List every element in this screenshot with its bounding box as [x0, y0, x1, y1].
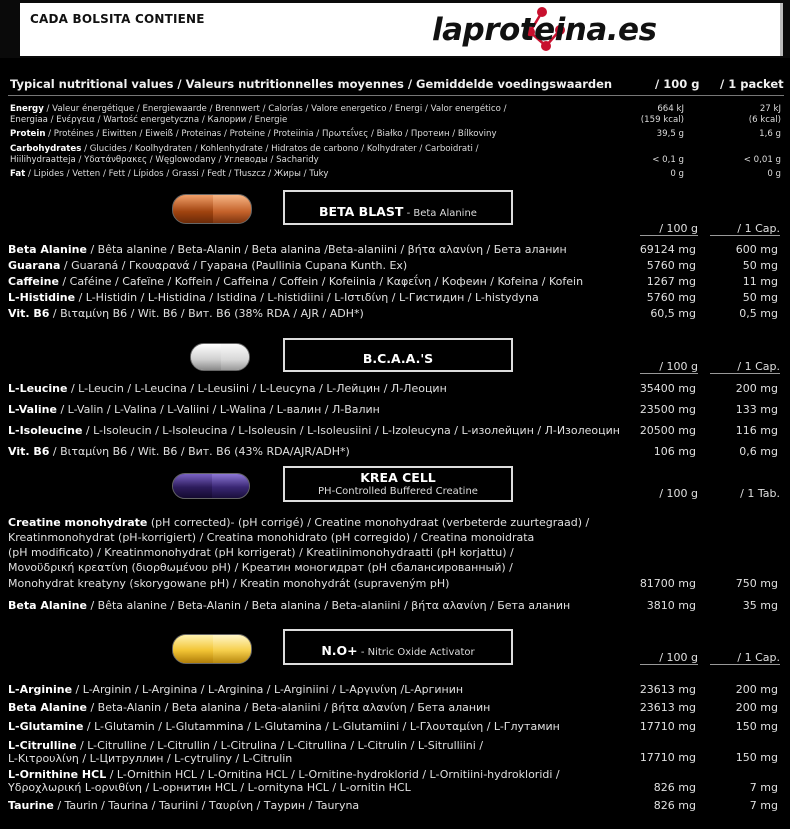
taurine-row — [8, 799, 359, 812]
white-capsule-image — [190, 343, 250, 371]
row-text: (pH corrected)- (pH corrigé) / Creatine monohydraat (verbeterde zuurtegraad) / — [147, 516, 590, 529]
fat-value-packet: 0 g — [767, 169, 781, 179]
krea-beta-alanine-value-tab: 35 mg — [742, 599, 778, 612]
bcaas-col-100g: / 100 g — [640, 360, 698, 374]
row-name: L-Valine — [8, 403, 57, 416]
beta-blast-title: BETA BLAST — [319, 204, 404, 219]
citrulline-row-line2: L-Κιτρουλίνη / L-Цитруллин / L-cytruliny / L-Citrulin — [8, 752, 293, 765]
row-text: / Caféine / Cafeïne / Koffein / Caffeina / Coffein / Kofeiinia / Καφεΐνη / Кофеин / Kofeina / Kofein — [58, 275, 584, 288]
row-name: L-Leucine — [8, 382, 68, 395]
creatine-row-line4: Μονοϋδρική κρεατίνη (διορθωμένου pH) / Креатин моногидрат (pH сбалансированный) / — [8, 561, 513, 574]
isoleucine-value-100g: 20500 mg — [639, 424, 696, 437]
glutamine-value-cap: 150 mg — [735, 720, 778, 733]
energy-row-line2: Energiaa / Ενέργεια / Wartość energetyczna / Калории / Energie — [10, 115, 288, 125]
row-name: Protein — [10, 129, 46, 139]
ornithine-row — [8, 768, 560, 781]
citrulline-value-cap: 150 mg — [735, 751, 778, 764]
histidine-row — [8, 291, 539, 304]
row-name: Fat — [10, 169, 26, 179]
bcaas-title: B.C.A.A.'S — [362, 351, 434, 366]
caffeine-value-100g: 1267 mg — [646, 275, 696, 288]
row-text: / Guaraná / Γκουαρανά / Гуарана (Paullinia Cupana Kunth. Ex) — [60, 259, 408, 272]
row-name: L-Arginine — [8, 683, 73, 696]
krea-cell-title: KREA CELL — [360, 470, 436, 485]
no-plus-title: N.O+ — [321, 643, 358, 658]
row-text: / Protéines / Eiwitten / Eiweiß / Proteinas / Proteine / Proteiinia / Πρωτεΐνες / Białko / Протеин / Bílkoviny — [45, 129, 497, 139]
glutamine-value-100g: 17710 mg — [639, 720, 696, 733]
nutrition-col-packet: / 1 packet — [720, 77, 784, 91]
row-text: / Glucides / Koolhydraten / Kohlenhydrate / Hidratos de carbono / Kolhydrater / Carboidrati / — [81, 144, 479, 154]
energy-kcal-100g: (159 kcal) — [640, 115, 684, 125]
krea-cell-col-100g: / 100 g — [659, 487, 698, 500]
bcaa-vit-b6-row — [8, 445, 350, 458]
citrulline-row — [8, 739, 483, 752]
taurine-value-cap: 7 mg — [749, 799, 778, 812]
bcaa-vit-b6-value-cap: 0,6 mg — [739, 445, 778, 458]
vit-b6-value-100g: 60,5 mg — [650, 307, 696, 320]
row-text: / L-Ornithin HCL / L-Ornitina HCL / L-Ornitine-hydroklorid / L-Ornitiini-hydrokloridi / — [106, 768, 560, 781]
row-name: Energy — [10, 104, 44, 114]
brand-logo — [432, 6, 718, 54]
protein-row — [10, 129, 497, 140]
energy-row — [10, 104, 507, 115]
bcaas-col-cap: / 1 Cap. — [710, 360, 780, 374]
nutrition-header: Typical nutritional values / Valeurs nutritionnelles moyennes / Gemiddelde voedingswaarden — [10, 77, 613, 91]
row-text: / Taurin / Taurina / Tauriini / Ταυρίνη / Таурин / Tauryna — [53, 799, 360, 812]
no-beta-alanine-value-cap: 200 mg — [735, 701, 778, 714]
banner-title: CADA BOLSITA CONTIENE — [30, 12, 205, 26]
valine-value-100g: 23500 mg — [639, 403, 696, 416]
row-text: / Beta-Alanin / Beta alanina / Beta-alaniini / βήτα αλανίνη / Бета аланин — [86, 701, 491, 714]
creatine-row-line2: Kreatinmonohydrat (pH-korrigiert) / Creatina monohidrato (pH corregido) / Creatina monoidrata — [8, 531, 535, 544]
isoleucine-row — [8, 424, 620, 437]
ornithine-value-cap: 7 mg — [749, 781, 778, 794]
krea-cell-subtitle: PH-Controlled Buffered Creatine — [318, 486, 478, 497]
leucine-row — [8, 382, 447, 395]
vit-b6-value-cap: 0,5 mg — [739, 307, 778, 320]
ornithine-value-100g: 826 mg — [653, 781, 696, 794]
taurine-value-100g: 826 mg — [653, 799, 696, 812]
row-text: / Bêta alanine / Beta-Alanin / Beta alanina / Beta-alaniini / βήτα αλανίνη / Бета аланин — [86, 599, 571, 612]
protein-value-100g: 39,5 g — [656, 129, 684, 139]
krea-cell-col-tab: / 1 Tab. — [740, 487, 780, 500]
creatine-row — [8, 516, 589, 529]
vit-b6-row — [8, 307, 364, 320]
energy-value-100g: 664 kJ — [657, 104, 684, 114]
guarana-value-100g: 5760 mg — [646, 259, 696, 272]
krea-beta-alanine-value-100g: 3810 mg — [646, 599, 696, 612]
fat-row — [10, 169, 328, 180]
leucine-value-100g: 35400 mg — [639, 382, 696, 395]
no-plus-subtitle: - Nitric Oxide Activator — [357, 647, 475, 658]
energy-kcal-packet: (6 kcal) — [748, 115, 781, 125]
beta-blast-col-100g: / 100 g — [640, 222, 698, 236]
no-plus-col-cap: / 1 Cap. — [710, 651, 780, 665]
row-text: / Lipides / Vetten / Fett / Lípidos / Grassi / Fedt / Tłuszcz / Жиры / Tuky — [25, 169, 329, 179]
row-name: Vit. B6 — [8, 445, 50, 458]
creatine-value-100g: 81700 mg — [639, 577, 696, 590]
row-name: L-Isoleucine — [8, 424, 83, 437]
valine-value-cap: 133 mg — [735, 403, 778, 416]
arginine-row — [8, 683, 463, 696]
beta-blast-subtitle: - Beta Alanine — [403, 208, 477, 219]
krea-cell-box — [283, 466, 513, 502]
row-text: / Bêta alanine / Beta-Alanin / Beta alanina /Beta-alaniini / βήτα αλανίνη / Бета аланин — [86, 243, 567, 256]
creatine-row-line5: Monohydrat kreatyny (skorygowane pH) / Kreatin monohydrát (supraveným pH) — [8, 577, 450, 590]
no-plus-box — [283, 629, 513, 665]
glutamine-row — [8, 720, 560, 733]
histidine-value-cap: 50 mg — [742, 291, 778, 304]
arginine-value-100g: 23613 mg — [639, 683, 696, 696]
row-name: L-Ornithine HCL — [8, 768, 107, 781]
row-name: Carbohydrates — [10, 144, 82, 154]
citrulline-value-100g: 17710 mg — [639, 751, 696, 764]
arginine-value-cap: 200 mg — [735, 683, 778, 696]
logo-text: laproteina.es — [432, 12, 657, 48]
carbohydrates-row-line2: Hiilihydraatteja / Υδατάνθρακες / Węglowodany / Углеводы / Sacharidy — [10, 155, 319, 165]
row-text: / L-Valin / L-Valina / L-Valiini / L-Walina / L-валин / Л-Валин — [56, 403, 380, 416]
row-name: Vit. B6 — [8, 307, 50, 320]
leucine-value-cap: 200 mg — [735, 382, 778, 395]
row-name: L-Citrulline — [8, 739, 77, 752]
fat-value-100g: 0 g — [670, 169, 684, 179]
guarana-row — [8, 259, 407, 272]
no-plus-col-100g: / 100 g — [640, 651, 698, 665]
carbohydrates-row — [10, 144, 479, 155]
beta-blast-col-cap: / 1 Cap. — [710, 222, 780, 236]
valine-row — [8, 403, 380, 416]
carbohydrates-value-packet: < 0,01 g — [743, 155, 781, 165]
row-name: Beta Alanine — [8, 599, 87, 612]
bcaas-box — [283, 338, 513, 372]
row-name: L-Histidine — [8, 291, 76, 304]
row-name: Caffeine — [8, 275, 59, 288]
row-name: Taurine — [8, 799, 54, 812]
ornithine-row-line2: Υδροχλωρική L-ορνιθίνη / L-орнитин HCL / L-ornityna HCL / L-ornitin HCL — [8, 781, 411, 794]
histidine-value-100g: 5760 mg — [646, 291, 696, 304]
row-text: / Valeur énergétique / Energiewaarde / Brennwert / Calorías / Valore energetico / Energi / Valor energético / — [43, 104, 507, 114]
row-name: Creatine monohydrate — [8, 516, 148, 529]
row-text: / L-Arginin / L-Arginina / L-Arginina / L-Arginiini / L-Αργινίνη /L-Аргинин — [72, 683, 464, 696]
row-name: Beta Alanine — [8, 701, 87, 714]
yellow-capsule-image — [172, 634, 252, 664]
beta-blast-box — [283, 190, 513, 225]
beta-alanine-row — [8, 243, 567, 256]
row-text: / L-Leucin / L-Leucina / L-Leusiini / L-Leucyna / L-Лейцин / Л-Леоцин — [67, 382, 447, 395]
row-text: / L-Citrulline / L-Citrullin / L-Citrulina / L-Citrullina / L-Citrulin / L-Sitrulliini / — [76, 739, 484, 752]
protein-value-packet: 1,6 g — [759, 129, 781, 139]
nutrition-col-100g: / 100 g — [655, 77, 700, 91]
carbohydrates-value-100g: < 0,1 g — [652, 155, 684, 165]
row-text: / Βιταμίνη Β6 / Wit. B6 / Вит. B6 (43% RDA/AJR/ADH*) — [49, 445, 350, 458]
row-text: / L-Isoleucin / L-Isoleucina / L-Isoleusin / L-Isoleusiini / L-Izoleucyna / L-изолейцин / Л-Изолеоцин — [82, 424, 620, 437]
purple-capsule-image — [172, 473, 250, 499]
no-beta-alanine-row — [8, 701, 490, 714]
energy-value-packet: 27 kJ — [759, 104, 781, 114]
beta-alanine-value-100g: 69124 mg — [639, 243, 696, 256]
orange-capsule-image — [172, 194, 252, 224]
row-text: / L-Histidin / L-Histidina / Istidina / L-histidiini / L-Ιστιδίνη / L-Гистидин / L-histydyna — [75, 291, 539, 304]
isoleucine-value-cap: 116 mg — [735, 424, 778, 437]
caffeine-value-cap: 11 mg — [742, 275, 778, 288]
bcaa-vit-b6-value-100g: 106 mg — [653, 445, 696, 458]
row-text: / Βιταμίνη Β6 / Wit. B6 / Вит. B6 (38% RDA / AJR / ADH*) — [49, 307, 364, 320]
caffeine-row — [8, 275, 583, 288]
row-name: Beta Alanine — [8, 243, 87, 256]
krea-beta-alanine-row — [8, 599, 570, 612]
creatine-row-line3: (pH modificato) / Kreatinmonohydrat (pH korrigerat) / Kreatiinimonohydraatti (pH korjattu) / — [8, 546, 514, 559]
row-name: L-Glutamine — [8, 720, 84, 733]
beta-alanine-value-cap: 600 mg — [735, 243, 778, 256]
no-beta-alanine-value-100g: 23613 mg — [639, 701, 696, 714]
creatine-value-tab: 750 mg — [735, 577, 778, 590]
row-text: / L-Glutamin / L-Glutammina / L-Glutamina / L-Glutamiini / L-Γλουταμίνη / L-Глутамин — [83, 720, 560, 733]
row-name: Guarana — [8, 259, 61, 272]
divider — [8, 95, 784, 96]
guarana-value-cap: 50 mg — [742, 259, 778, 272]
